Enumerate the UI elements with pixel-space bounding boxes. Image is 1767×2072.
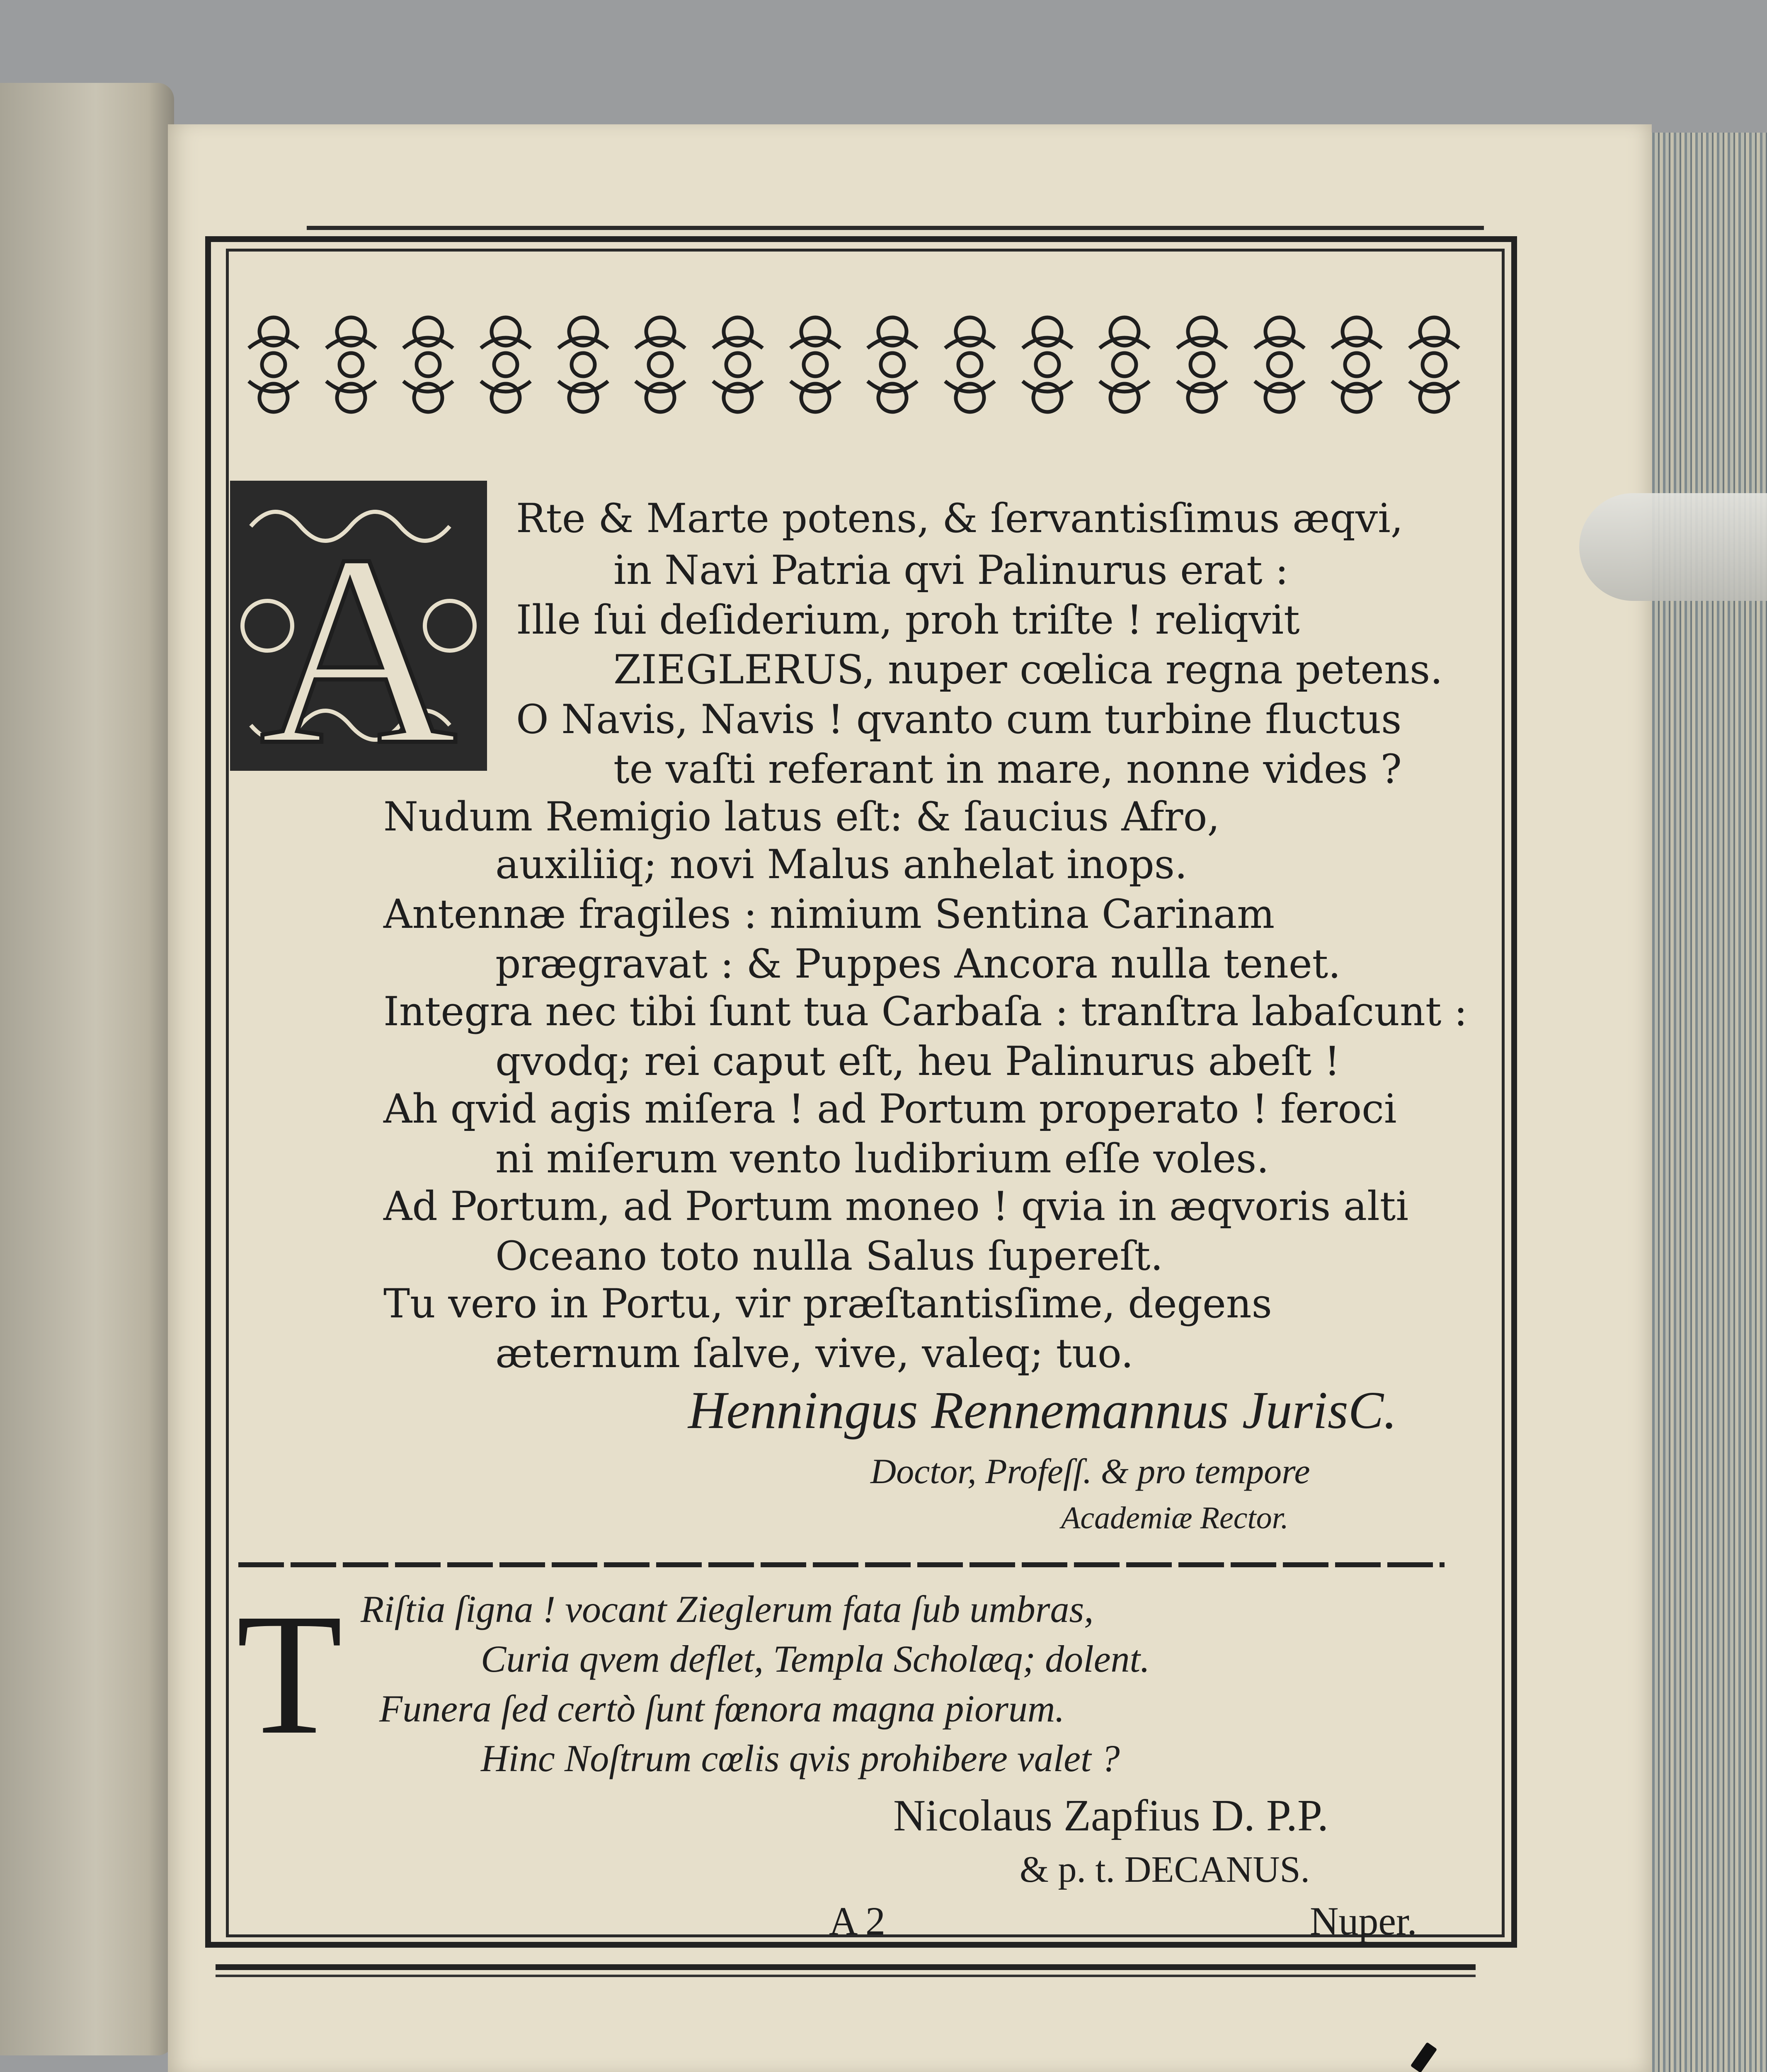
poem1-line-10: prægravat : & Puppes Ancora nulla tenet. xyxy=(495,941,1341,987)
fleuron-ornament xyxy=(473,303,539,427)
fleuron-ornament xyxy=(937,303,1003,427)
page-clip xyxy=(1579,493,1767,601)
fleuron-ornament xyxy=(240,303,307,427)
fleuron-ornament xyxy=(627,303,693,427)
fleuron-ornament xyxy=(1323,303,1390,427)
poem1-line-16: Oceano toto nulla Salus ſupereſt. xyxy=(495,1233,1163,1279)
fleuron-ornament xyxy=(1014,303,1081,427)
section-divider xyxy=(238,1562,1445,1567)
signature-zapfius-role: & p. t. DECANUS. xyxy=(1020,1849,1310,1890)
poem1-line-3: Ille ſui deſiderium, proh triſte ! reliqvit xyxy=(516,597,1300,643)
poem1-line-2: in Navi Patria qvi Palinurus erat : xyxy=(613,547,1289,593)
bottom-rule-thin xyxy=(216,1975,1476,1977)
fleuron-ornament xyxy=(1246,303,1313,427)
page-stack-edge xyxy=(1641,133,1767,2072)
poem2-line-4: Hinc Noſtrum cœlis qvis prohibere valet ? xyxy=(481,1737,1120,1779)
fleuron-ornament xyxy=(1169,303,1235,427)
poem1-line-12: qvodq; rei caput eſt, heu Palinurus abeſt ! xyxy=(495,1038,1340,1084)
fleuron-ornament xyxy=(550,303,616,427)
poem1-line-13: Ah qvid agis miſera ! ad Portum properato ! feroci xyxy=(383,1086,1397,1132)
fleuron-ornament xyxy=(705,303,771,427)
poem1-line-1: Rte & Marte potens, & ſervantisſimus æqvi, xyxy=(516,495,1403,542)
signature-mark: A 2 xyxy=(829,1899,886,1943)
poem2-line-2: Curia qvem deflet, Templa Scholæq; dolent. xyxy=(481,1638,1150,1680)
fleuron-ornament xyxy=(318,303,384,427)
fleuron-ornament xyxy=(1401,303,1467,427)
poem1-line-14: ni miſerum vento ludibrium eſſe voles. xyxy=(495,1135,1269,1182)
catchword: Nuper. xyxy=(1310,1899,1417,1943)
poem2-line-1: Riſtia ſigna ! vocant Zieglerum fata ſub umbras, xyxy=(361,1588,1094,1630)
poem1-line-4: ZIEGLERUS, nuper cœlica regna petens. xyxy=(613,646,1443,693)
poem1-line-9: Antennæ fragiles : nimium Sentina Carinam xyxy=(383,891,1275,937)
poem1-line-18: æternum ſalve, vive, valeq; tuo. xyxy=(495,1330,1134,1377)
signature-rennemann-title: Doctor, Profeſſ. & pro tempore xyxy=(870,1451,1310,1491)
ornament-band xyxy=(240,298,1467,431)
poem1-line-15: Ad Portum, ad Portum moneo ! qvia in æqvoris alti xyxy=(383,1183,1409,1230)
signature-zapfius: Nicolaus Zapfius D. P.P. xyxy=(893,1791,1328,1840)
initial-t: T xyxy=(236,1578,343,1770)
signature-rennemann-role: Academiæ Rector. xyxy=(1061,1501,1289,1535)
poem1-line-8: auxiliiq; novi Malus anhelat inops. xyxy=(495,841,1188,888)
top-rule xyxy=(307,226,1484,230)
fleuron-ornament xyxy=(859,303,926,427)
signature-rennemann: Henningus Rennemannus JurisC. xyxy=(688,1381,1397,1440)
left-page-edge xyxy=(0,83,174,2055)
initial-a-letter: A xyxy=(259,498,458,775)
fleuron-ornament xyxy=(782,303,848,427)
poem1-line-17: Tu vero in Portu, vir præſtantisſime, degens xyxy=(383,1280,1272,1327)
poem1-line-11: Integra nec tibi ſunt tua Carbaſa : tranſtra labaſcunt : xyxy=(383,988,1468,1035)
poem2-line-3: Funera ſed certò ſunt fœnora magna piorum. xyxy=(379,1687,1065,1730)
poem1-line-5: O Navis, Navis ! qvanto cum turbine fluctus xyxy=(516,696,1402,743)
poem1-line-7: Nudum Remigio latus eſt: & ſaucius Afro, xyxy=(383,794,1220,840)
decorated-initial-a xyxy=(226,477,491,775)
poem1-line-6: te vaſti referant in mare, nonne vides ? xyxy=(613,746,1402,792)
fleuron-ornament xyxy=(1091,303,1158,427)
fleuron-ornament xyxy=(395,303,461,427)
bottom-rule xyxy=(216,1964,1476,1970)
